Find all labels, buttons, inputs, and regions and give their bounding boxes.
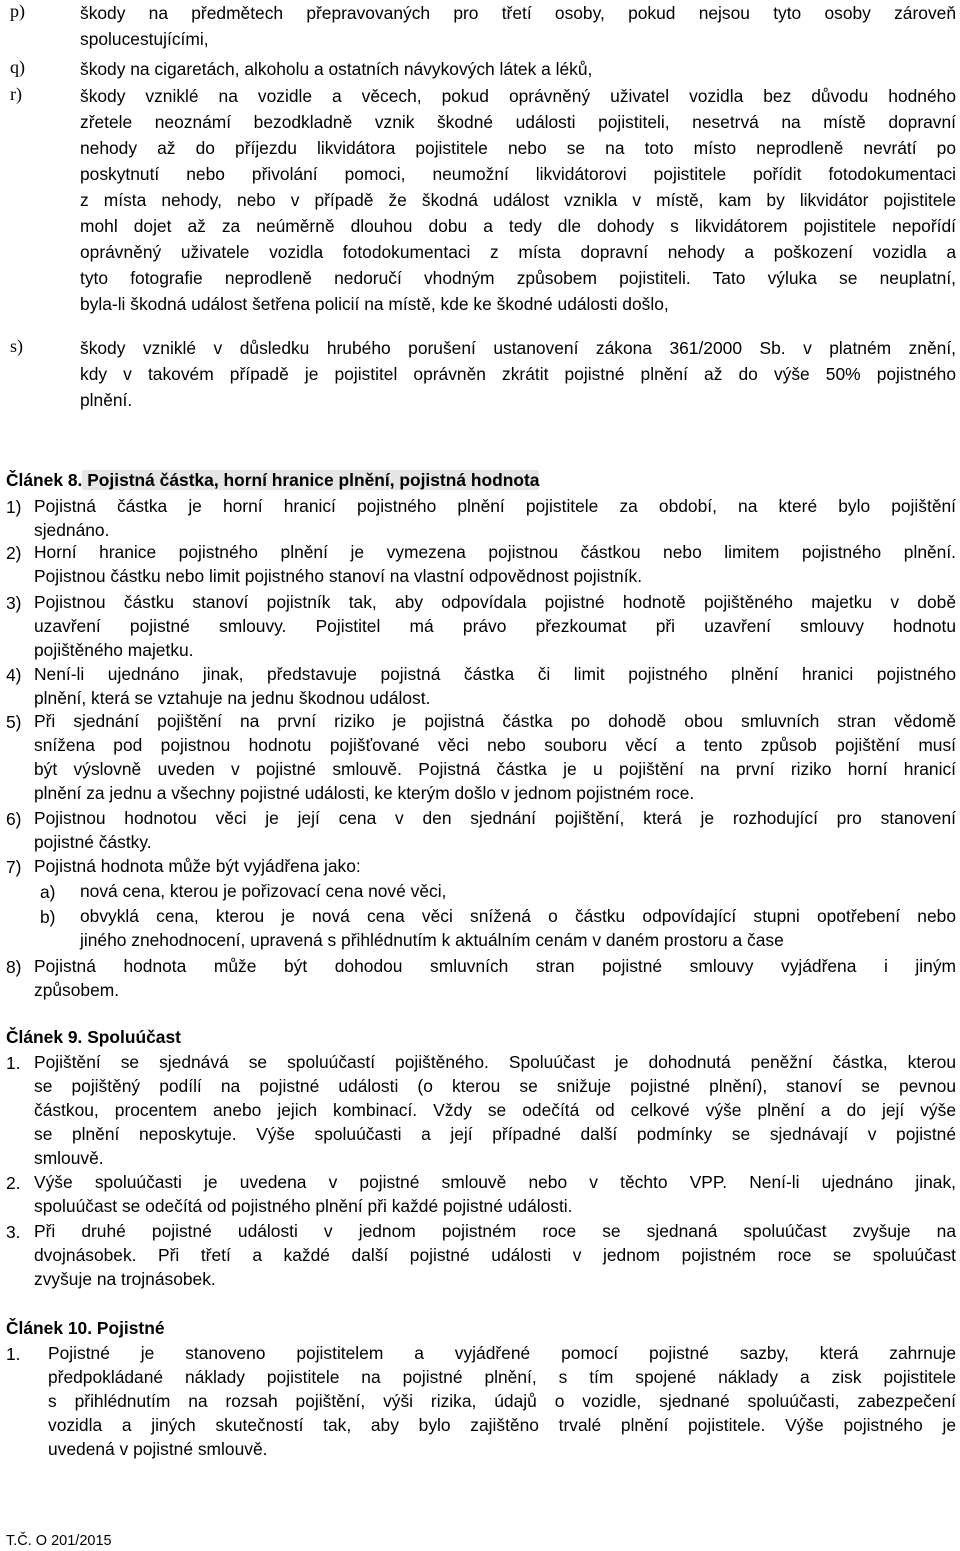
list-item xyxy=(48,1341,956,1461)
line: Pojistná hodnota může být vyjádřena jako: xyxy=(34,856,361,876)
line: dvojnásobek. Při třetí a každé další pojistné události v jednom pojistném roce se spoluúčast xyxy=(34,1245,956,1265)
line: uvedená v pojistné smlouvě. xyxy=(48,1439,268,1459)
line: plnění za jednu a všechny pojistné události, ke kterým došlo v jednom pojistném roce. xyxy=(34,783,695,803)
line: s přihlédnutím na rozsah pojištění, výši rizika, údajů o vozidle, sjednané spoluúčasti, zabezpečení xyxy=(48,1391,956,1411)
line: snížena pod pojistnou hodnotu pojišťované věci nebo souboru věcí a tento způsob pojištění musí xyxy=(34,735,956,755)
line: se pojištěný podílí na pojistné události (o kterou se snižuje pojistné plnění), stanoví se pevnou xyxy=(34,1076,956,1096)
line: Pojistné je stanoveno pojistitelem a vyjádřené pomocí pojistné sazby, která zahrnuje xyxy=(48,1343,956,1363)
list-item xyxy=(34,709,956,805)
list-item-label: 1. xyxy=(6,1344,21,1364)
sub-item-label: a) xyxy=(40,882,56,902)
line: pojištěného majetku. xyxy=(34,640,194,660)
line: způsobem. xyxy=(34,980,120,1000)
list-item-label: 2) xyxy=(6,543,22,563)
line: byla-li škodná událost šetřena policií na místě, kde ke škodné události došlo, xyxy=(80,294,669,314)
list-item xyxy=(34,590,956,662)
sub-item xyxy=(80,904,956,952)
line: škody na cigaretách, alkoholu a ostatních návykových látek a léků, xyxy=(80,59,593,79)
heading-title: Pojistná částka, horní hranice plnění, pojistná hodnota xyxy=(82,470,540,490)
line: Pojistnou částku nebo limit pojistného stanoví na vlastní odpovědnost pojistník. xyxy=(34,566,643,586)
line: Při sjednání pojištění na první riziko je pojistná částka po dohodě obou smluvních stran vědomě xyxy=(34,711,956,731)
list-item xyxy=(80,83,956,317)
line: plnění. xyxy=(80,390,133,410)
line: se plnění neposkytuje. Výše spoluúčasti a její případné další podmínky se sjednávají v pojistné xyxy=(34,1124,956,1144)
line: plnění, která se vztahuje na jednu škodnou událost. xyxy=(34,688,431,708)
line: nová cena, kterou je pořizovací cena nové věci, xyxy=(80,881,447,901)
line: předpokládané náklady pojistitele na pojistné plnění, s tím spojené náklady a zisk pojistitele xyxy=(48,1367,956,1387)
article-heading: Článek 9. Spoluúčast xyxy=(6,1027,181,1047)
list-item-label: 4) xyxy=(6,665,22,685)
line: Při druhé pojistné události v jednom pojistném roce se sjednaná spoluúčast zvyšuje na xyxy=(34,1221,956,1241)
line: z místa nehody, nebo v případě že škodná událost vznikla v místě, kam by likvidátor pojistitele xyxy=(80,190,956,210)
line: vozidla a jiných skutečností tak, aby bylo zajištěno trvalé plnění pojistitele. Výše pojistného je xyxy=(48,1415,956,1435)
line: smlouvě. xyxy=(34,1148,104,1168)
line: zvyšuje na trojnásobek. xyxy=(34,1269,216,1289)
list-item-label: 3. xyxy=(6,1222,21,1242)
line: Pojistnou částku stanoví pojistník tak, aby odpovídala pojistné hodnotě pojištěného majetku v době xyxy=(34,592,956,612)
line: škody vzniklé na vozidle a věcech, pokud oprávněný uživatel vozidla bez důvodu hodného xyxy=(80,86,956,106)
line: spolucestujícími, xyxy=(80,29,209,49)
list-item-label: 1. xyxy=(6,1053,21,1073)
line: částkou, procentem anebo jejich kombinací. Vždy se odečítá od celkové výše plnění a do její výše xyxy=(34,1100,956,1120)
line: poskytnutí nebo přivolání pomoci, neumožní likvidátorovi pojistitele pořídit fotodokumentaci xyxy=(80,164,956,184)
line: zřetele neoznámí bezodkladně vznik škodné události pojistiteli, nesetrvá na místě dopravní xyxy=(80,112,956,132)
list-item xyxy=(34,806,956,854)
list-item xyxy=(80,0,956,52)
list-item-label: 5) xyxy=(6,712,22,732)
sub-item-label: b) xyxy=(40,907,56,927)
list-item-label: 1) xyxy=(6,497,22,517)
line: Není-li ujednáno jinak, představuje pojistná částka či limit pojistného plnění hranici pojistného xyxy=(34,664,956,684)
list-item-label: s) xyxy=(10,336,23,356)
list-item xyxy=(34,540,956,588)
line: spoluúčast se odečítá od pojistného plnění při každé pojistné události. xyxy=(34,1196,573,1216)
list-item-label: 6) xyxy=(6,809,22,829)
list-item-label: 8) xyxy=(6,957,22,977)
list-item xyxy=(34,1219,956,1291)
list-item-label: r) xyxy=(10,84,22,104)
line: tyto fotografie neprodleně nedoručí vhodným způsobem pojistiteli. Tato výluka se neuplatní, xyxy=(80,268,956,288)
line: uzavření pojistné smlouvy. Pojistitel má právo přezkoumat při uzavření smlouvy hodnotu xyxy=(34,616,956,636)
heading-prefix: Článek 8. xyxy=(6,470,83,490)
article-heading: Článek 10. Pojistné xyxy=(6,1318,165,1338)
line: škody na předmětech přepravovaných pro třetí osoby, pokud nejsou tyto osoby zároveň xyxy=(80,3,956,23)
line: Pojistnou hodnotou věci je její cena v den sjednání pojištění, která je rozhodující pro stanovení xyxy=(34,808,956,828)
line: nehody až do příjezdu likvidátora pojistitele nebo se na toto místo neprodleně nevrátí po xyxy=(80,138,956,158)
list-item xyxy=(34,1170,956,1218)
line: pojistné částky. xyxy=(34,832,152,852)
line: Pojistná částka je horní hranicí pojistného plnění pojistitele za období, na které bylo pojištění xyxy=(34,496,956,516)
line: jiného znehodnocení, upravená s přihlédnutím k aktuálním cenám v daném prostoru a čase xyxy=(80,930,784,950)
line: obvyklá cena, kterou je nová cena věci snížená o částku odpovídající stupni opotřebení nebo xyxy=(80,906,956,926)
line: škody vzniklé v důsledku hrubého porušení ustanovení zákona 361/2000 Sb. v platném znění, xyxy=(80,338,956,358)
page-footer: T.Č. O 201/2015 xyxy=(6,1533,112,1549)
line: být výslovně uveden v pojistné smlouvě. Pojistná částka je u pojištění na první riziko horní hranicí xyxy=(34,759,956,779)
list-item xyxy=(80,56,956,82)
list-item-label: q) xyxy=(10,57,25,77)
line: Pojistná hodnota může být dohodou smluvních stran pojistné smlouvy vyjádřena i jiným xyxy=(34,956,956,976)
list-item xyxy=(34,662,956,710)
list-item xyxy=(34,954,956,1002)
list-item xyxy=(34,854,956,878)
list-item xyxy=(34,494,956,542)
line: oprávněný uživatele vozidla fotodokumentaci z místa dopravní nehody a poškození vozidla a xyxy=(80,242,956,262)
sub-item xyxy=(80,879,956,903)
line: Horní hranice pojistného plnění je vymezena pojistnou částkou nebo limitem pojistného plnění. xyxy=(34,542,956,562)
list-item-label: 7) xyxy=(6,857,22,877)
list-item-label: 2. xyxy=(6,1173,21,1193)
line: Výše spoluúčasti je uvedena v pojistné smlouvě nebo v těchto VPP. Není-li ujednáno jinak, xyxy=(34,1172,956,1192)
list-item xyxy=(80,335,956,413)
line: kdy v takovém případě je pojistitel oprávněn zkrátit pojistné plnění až do výše 50% pojistného xyxy=(80,364,956,384)
list-item xyxy=(34,1050,956,1170)
line: Pojištění se sjednává se spoluúčastí pojištěného. Spoluúčast je dohodnutá peněžní částka, kterou xyxy=(34,1052,956,1072)
list-item-label: p) xyxy=(10,1,25,21)
article-heading xyxy=(6,468,539,492)
line: sjednáno. xyxy=(34,520,110,540)
line: mohl dojet až za neúměrně dlouhou dobu a tedy dle dohody s likvidátorem pojistitele nepořídí xyxy=(80,216,956,236)
list-item-label: 3) xyxy=(6,593,22,613)
